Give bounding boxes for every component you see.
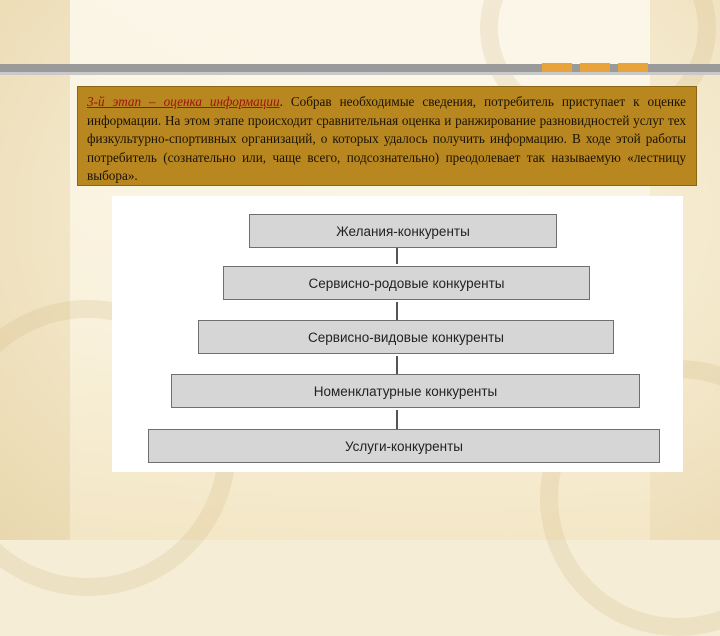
ladder-level: [171, 374, 640, 408]
ladder-level-label: Желания-конкуренты: [336, 223, 470, 239]
choice-ladder-diagram: [112, 196, 683, 472]
ladder-level: [223, 266, 590, 300]
header-accent: [618, 63, 648, 72]
stage-body: . Собрав необходимые сведения, потребитель приступает к оценке информации. На этом этапе происходит сравнительная оценка и ранжирование разновидностей услуг тех физкультурно-спортивных организаций, о которых удалось получить информацию. В ходе этой работы потребитель (сознательно или, чаще всего, подсознательно) преодолевает так называемую «лестницу выбора».: [87, 94, 686, 184]
ladder-connector: [396, 248, 398, 264]
ladder-connector: [396, 356, 398, 374]
ladder-level-label: Услуги-конкуренты: [344, 438, 464, 454]
stage-description: [77, 86, 697, 186]
ladder-level: [249, 214, 557, 248]
ladder-level-label: Сервисно-родовые конкуренты: [308, 275, 505, 291]
ladder-connector: [396, 410, 398, 430]
header-accent: [580, 63, 610, 72]
header-bar: [0, 64, 720, 72]
stage-title: 3-й этап – оценка информации: [87, 94, 280, 109]
ladder-connector: [396, 302, 398, 320]
ladder-level-label: Сервисно-видовые конкуренты: [308, 329, 504, 345]
header-accent: [542, 63, 572, 72]
ladder-level: [148, 429, 660, 463]
ladder-level: [198, 320, 614, 354]
ladder-level-label: Номенклатурные конкуренты: [313, 383, 498, 399]
header-bar-highlight: [0, 72, 720, 75]
